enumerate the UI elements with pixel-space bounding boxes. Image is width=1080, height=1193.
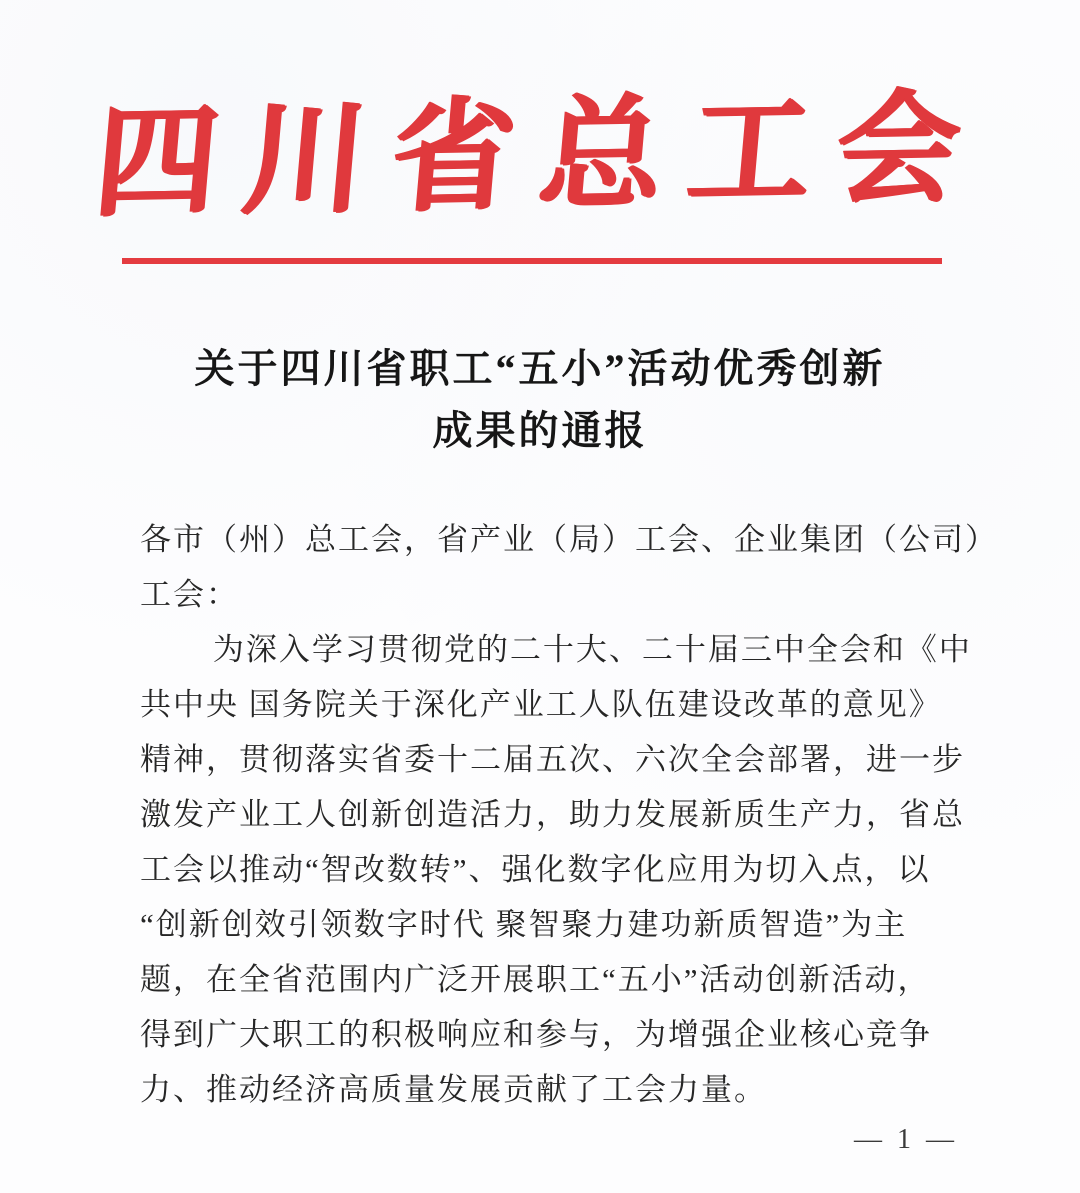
body-paragraph [140, 512, 998, 1117]
page-number: — 1 — [854, 1124, 958, 1155]
document-title [0, 338, 1080, 462]
body-line: 共中央 国务院关于深化产业工人队伍建设改革的意见》 [140, 687, 942, 722]
body-line: 各市（州）总工会，省产业（局）工会、企业集团（公司） [140, 522, 998, 557]
letterhead-calligraphy: 四川省总工会 [89, 81, 991, 232]
body-line: 工会以推动“智改数转”、强化数字化应用为切入点，以 [140, 852, 931, 887]
body-line: 力、推动经济高质量发展贡献了工会力量。 [140, 1072, 767, 1107]
body-line: 为深入学习贯彻党的二十大、二十届三中全会和《中 [212, 632, 972, 667]
body-line: 得到广大职工的积极响应和参与，为增强企业核心竞争 [140, 1017, 932, 1052]
document-title-line-1: 关于四川省职工“五小”活动优秀创新 [194, 346, 886, 391]
body-line: 激发产业工人创新创造活力，助力发展新质生产力，省总 [140, 797, 965, 832]
body-line: 精神，贯彻落实省委十二届五次、六次全会部署，进一步 [140, 742, 965, 777]
body-line: 工会： [140, 577, 239, 612]
red-divider-line [122, 258, 942, 264]
body-line: “创新创效引领数字时代 聚智聚力建功新质智造”为主 [140, 907, 908, 942]
document-title-line-2: 成果的通报 [432, 408, 648, 453]
body-line: 题，在全省范围内广泛开展职工“五小”活动创新活动， [140, 962, 931, 997]
